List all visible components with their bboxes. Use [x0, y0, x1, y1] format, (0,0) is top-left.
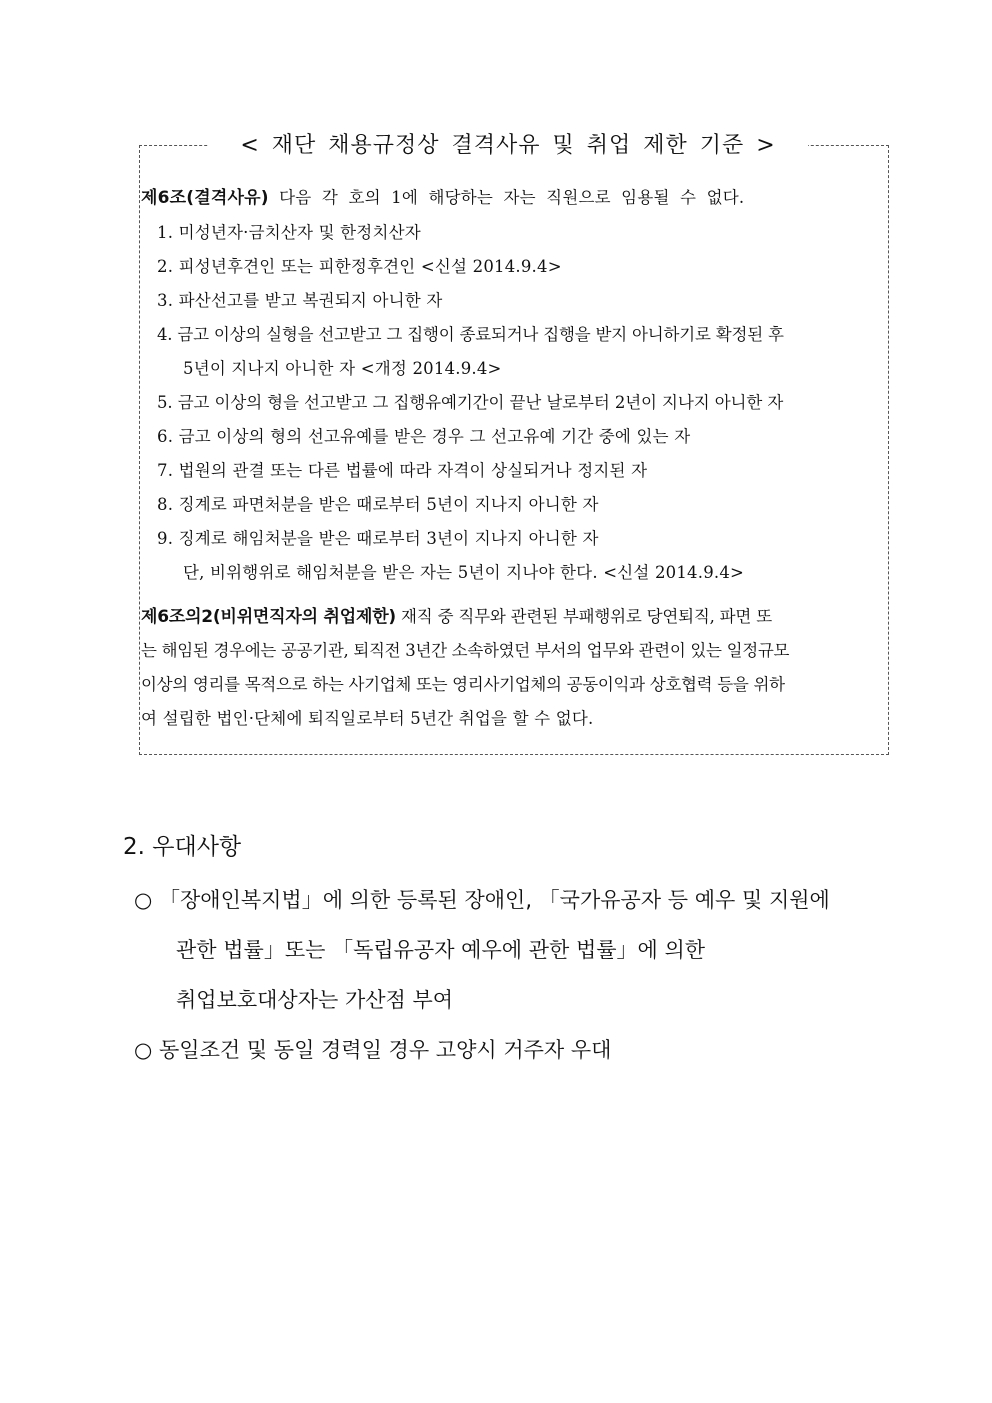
article-6-2-line-1	[141, 606, 772, 628]
article-6-text: 다음 각 호의 1에 해당하는 자는 직원으로 임용될 수 없다.	[268, 188, 745, 207]
article-6-item-5: 5. 금고 이상의 형을 선고받고 그 집행유예기간이 끝난 날로부터 2년이 지나지 아니한 자	[157, 393, 784, 412]
article-6-2-line-3: 이상의 영리를 목적으로 하는 사기업체 또는 영리사기업체의 공동이익과 상호협력 등을 위하	[141, 675, 785, 694]
article-6-2-line-2: 는 해임된 경우에는 공공기관, 퇴직전 3년간 소속하였던 부서의 업무와 관련이 있는 일정규모	[141, 641, 790, 660]
preference-bullet-1-line-1: ○ 「장애인복지법」에 의한 등록된 장애인, 「국가유공자 등 예우 및 지원에	[134, 888, 830, 912]
article-6-item-4-cont: 5년이 지나지 아니한 자 <개정 2014.9.4>	[183, 359, 502, 378]
box-title: < 재단 채용규정상 결격사유 및 취업 제한 기준 >	[208, 130, 808, 162]
article-6-2-text-1: 재직 중 직무와 관련된 부패행위로 당연퇴직, 파면 또	[396, 607, 772, 626]
article-6-item-7: 7. 법원의 관결 또는 다른 법률에 따라 자격이 상실되거나 정지된 자	[157, 461, 648, 480]
article-6-item-6: 6. 금고 이상의 형의 선고유예를 받은 경우 그 선고유예 기간 중에 있는 자	[157, 427, 691, 446]
article-6-2-line-4: 여 설립한 법인·단체에 퇴직일로부터 5년간 취업을 할 수 없다.	[141, 709, 594, 728]
preference-bullet-1-line-3: 취업보호대상자는 가산점 부여	[176, 988, 454, 1012]
article-6-heading: 제6조(결격사유)	[141, 188, 269, 208]
article-6-item-1: 1. 미성년자·금치산자 및 한정치산자	[157, 223, 421, 242]
article-6-item-2: 2. 피성년후견인 또는 피한정후견인 <신설 2014.9.4>	[157, 257, 562, 276]
preference-bullet-1-line-2: 관한 법률」또는 「독립유공자 예우에 관한 법률」에 의한	[176, 938, 706, 962]
article-6-item-4: 4. 금고 이상의 실형을 선고받고 그 집행이 종료되거나 집행을 받지 아니하기로 확정된 후	[157, 325, 784, 344]
preference-bullet-2: ○ 동일조건 및 동일 경력일 경우 고양시 거주자 우대	[134, 1038, 612, 1062]
article-6-item-9-note: 단, 비위행위로 해임처분을 받은 자는 5년이 지나야 한다. <신설 2014.9.4>	[183, 563, 745, 582]
article-6-2-heading: 제6조의2(비위면직자의 취업제한)	[141, 607, 397, 627]
article-6-item-3: 3. 파산선고를 받고 복권되지 아니한 자	[157, 291, 443, 310]
article-6-item-8: 8. 징계로 파면처분을 받은 때로부터 5년이 지나지 아니한 자	[157, 495, 599, 514]
article-6-line	[141, 187, 744, 209]
section-2-title: 2. 우대사항	[123, 834, 242, 860]
article-6-item-9: 9. 징계로 해임처분을 받은 때로부터 3년이 지나지 아니한 자	[157, 529, 599, 548]
